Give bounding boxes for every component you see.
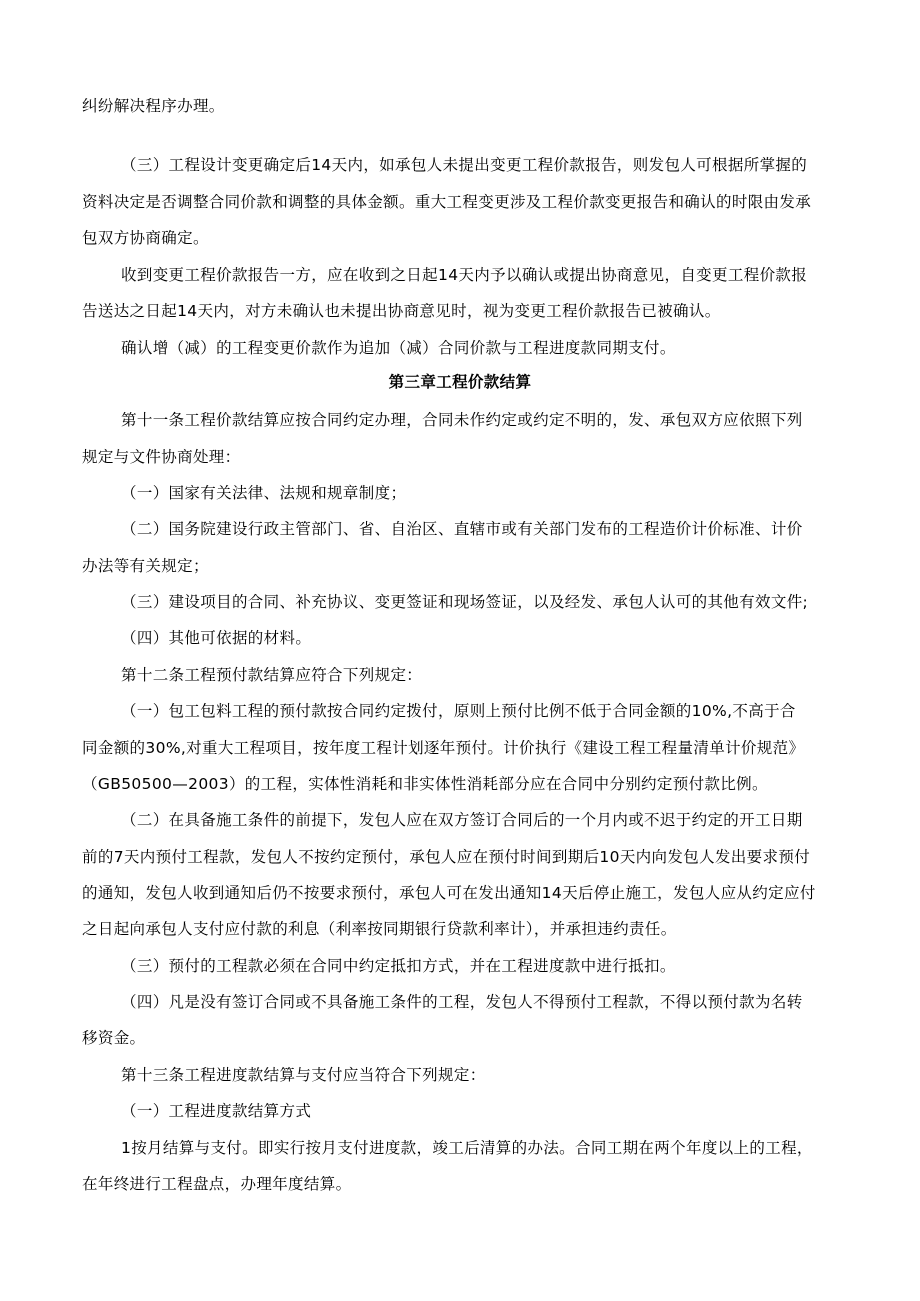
chapter-title: 第三章工程价款结算 [388,373,532,391]
text-line: 办法等有关规定； [82,557,209,575]
text-line: 前的7天内预付工程款，发包人不按约定预付，承包人应在预付时间到期后10天内向发包人发出要求预付 [82,848,811,866]
text-line: （一）包工包料工程的预付款按合同约定拨付，原则上预付比例不低于合同金额的10%,不高于合 [121,702,796,720]
text-line: 收到变更工程价款报告一方，应在收到之日起14天内予以确认或提出协商意见，自变更工程价款报 [121,266,808,284]
text-line: 在年终进行工程盘点，办理年度结算。 [82,1175,352,1193]
text-line: 第十一条工程价款结算应按合同约定办理，合同未作约定或约定不明的，发、承包双方应依照下列 [121,411,803,429]
text-line: （三）工程设计变更确定后14天内，如承包人未提出变更工程价款报告，则发包人可根据所掌握的 [121,156,808,174]
text-line: 之日起向承包人支付应付款的利息（利率按同期银行贷款利率计），并承担违约责任。 [82,920,677,938]
text-line: 纠纷解决程序办理。 [82,97,225,115]
text-line: 资料决定是否调整合同价款和调整的具体金额。重大工程变更涉及工程价款变更报告和确认的时限由发承 [82,193,812,211]
text-line: （四）其他可依据的材料。 [121,629,312,647]
text-line: （二）在具备施工条件的前提下，发包人应在双方签订合同后的一个月内或不迟于约定的开工日期 [121,811,803,829]
text-line: （三）建设项目的合同、补充协议、变更签证和现场签证，以及经发、承包人认可的其他有效文件; [121,593,809,611]
text-line: 同金额的30%,对重大工程项目，按年度工程计划逐年预付。计价执行《建设工程工程量清单计价规范》 [82,739,805,757]
text-line: 告送达之日起14天内，对方未确认也未提出协商意见时，视为变更工程价款报告已被确认。 [82,302,721,320]
text-line: （四）凡是没有签订合同或不具备施工条件的工程，发包人不得预付工程款，不得以预付款为名转 [121,993,803,1011]
text-line: 第十三条工程进度款结算与支付应当符合下列规定： [121,1066,486,1084]
text-line: 1按月结算与支付。即实行按月支付进度款，竣工后清算的办法。合同工期在两个年度以上的工程， [121,1139,813,1157]
text-line: 移资金。 [82,1029,146,1047]
text-line: 第十二条工程预付款结算应符合下列规定： [121,666,423,684]
text-line: 确认增（减）的工程变更价款作为追加（减）合同价款与工程进度款同期支付。 [121,339,676,357]
text-line: 的通知，发包人收到通知后仍不按要求预付，承包人可在发出通知14天后停止施工，发包人应从约定应付 [82,884,816,902]
text-line: 包双方协商确定。 [82,229,209,247]
text-line: （二）国务院建设行政主管部门、省、自治区、直辖市或有关部门发布的工程造价计价标准、计价 [121,520,803,538]
text-line: （一）工程进度款结算方式 [121,1102,312,1120]
text-line: （一）国家有关法律、法规和规章制度； [121,484,407,502]
text-line: 规定与文件协商处理： [82,448,241,466]
text-line: （GB50500—2003）的工程，实体性消耗和非实体性消耗部分应在合同中分别约定预付款比例。 [82,775,768,793]
text-line: （三）预付的工程款必须在合同中约定抵扣方式，并在工程进度款中进行抵扣。 [121,957,676,975]
